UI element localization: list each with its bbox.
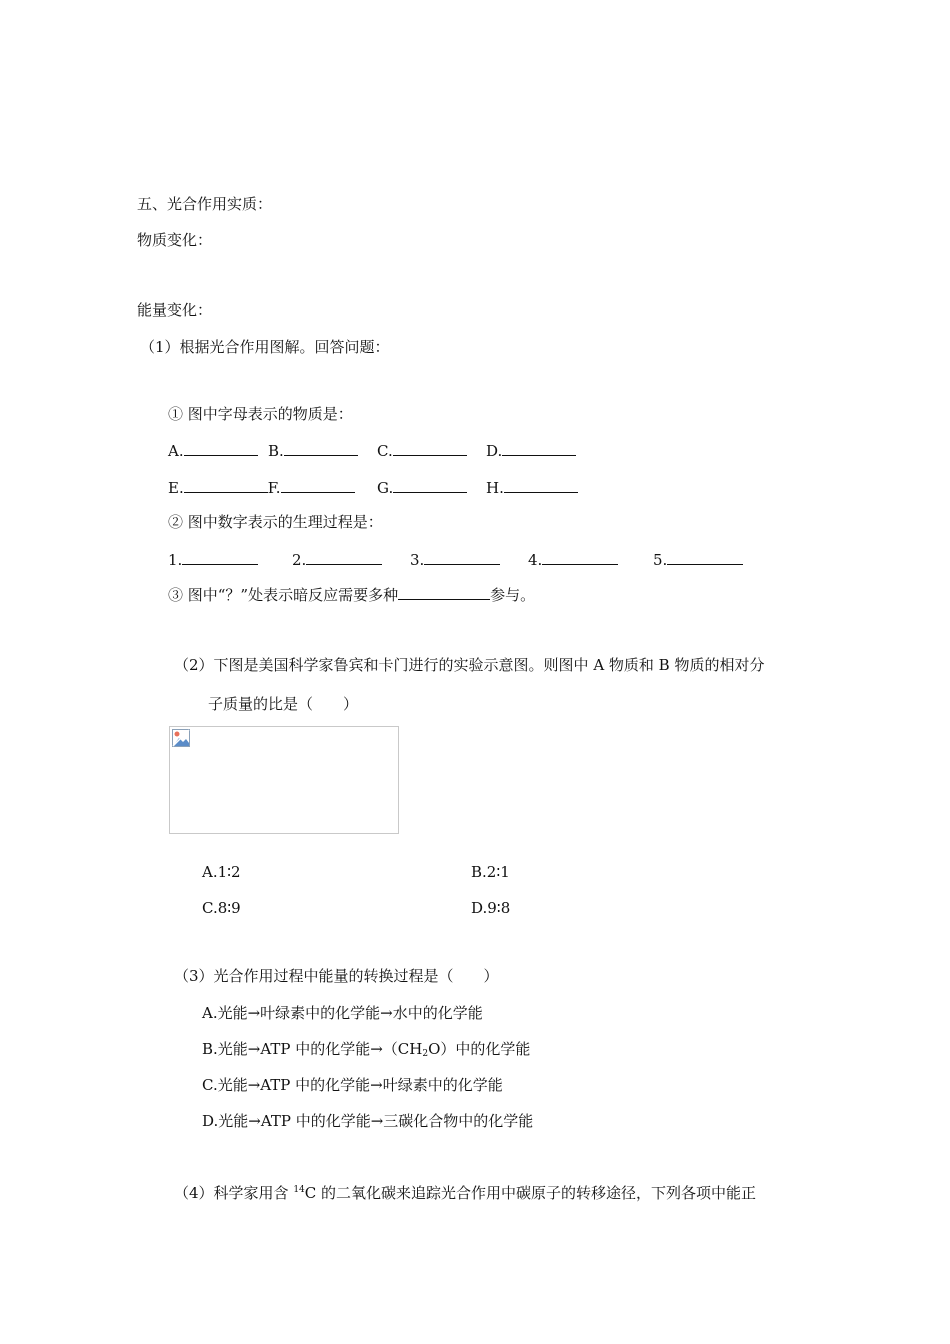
q2-stem-line2: 子质量的比是（ ） [208, 695, 359, 713]
q1-letters-row2 [168, 477, 504, 498]
q1-numbers-row [168, 549, 668, 570]
blank-label-b: B. [268, 442, 284, 460]
experiment-diagram-image [169, 726, 399, 834]
q1-letters-row1 [168, 440, 503, 461]
blank-label-3: 3. [410, 551, 425, 569]
q2-option-c[interactable]: C.8∶9 [202, 899, 241, 917]
q3-option-b-pre: B.光能→ATP 中的化学能→（CH [202, 1040, 423, 1058]
blank-label-a: A. [168, 442, 184, 460]
q2-stem-line1: （2）下图是美国科学家鲁宾和卡门进行的实验示意图。则图中 A 物质和 B 物质的相对分 [174, 656, 765, 674]
blank-label-2: 2. [292, 551, 307, 569]
q1-sub1: ① 图中字母表示的物质是： [168, 405, 353, 423]
answer-blank-enzymes[interactable] [398, 584, 490, 600]
q2-option-b[interactable]: B.2∶1 [471, 863, 510, 881]
broken-image-icon [172, 729, 190, 747]
q3-stem: （3）光合作用过程中能量的转换过程是（ ） [174, 967, 499, 985]
answer-blank-1[interactable] [182, 549, 258, 565]
q1-stem: （1）根据光合作用图解。回答问题： [140, 338, 390, 356]
answer-blank-e[interactable] [184, 477, 268, 493]
answer-blank-g[interactable] [393, 477, 467, 493]
blank-label-c: C. [377, 442, 393, 460]
section-title: 五、光合作用实质： [137, 195, 273, 213]
energy-change-label: 能量变化： [137, 301, 213, 319]
answer-blank-b[interactable] [284, 440, 358, 456]
q4-stem-pre: （4）科学家用含 [174, 1184, 289, 1202]
q4-isotope-superscript: 14 [293, 1185, 305, 1195]
q1-sub3-text-before: ③ 图中“？”处表示暗反应需要多种 [168, 586, 399, 604]
answer-blank-5[interactable] [667, 549, 743, 565]
answer-blank-4[interactable] [542, 549, 618, 565]
blank-label-1: 1. [168, 551, 183, 569]
material-change-label: 物质变化： [137, 231, 213, 249]
blank-label-h: H. [486, 479, 504, 497]
answer-blank-3[interactable] [424, 549, 500, 565]
blank-label-e: E. [168, 479, 184, 497]
q3-option-a[interactable]: A.光能→叶绿素中的化学能→水中的化学能 [202, 1004, 483, 1022]
answer-blank-a[interactable] [184, 440, 258, 456]
q1-sub2: ② 图中数字表示的生理过程是： [168, 513, 383, 531]
q1-sub3-text-after: 参与。 [490, 586, 536, 604]
q4-stem-post: C 的二氧化碳来追踪光合作用中碳原子的转移途径，下列各项中能正 [304, 1184, 757, 1202]
q3-option-b-post: O）中的化学能 [428, 1040, 531, 1058]
q1-sub3 [168, 584, 535, 605]
q2-option-a[interactable]: A.1∶2 [202, 863, 241, 881]
blank-label-f: F. [267, 479, 281, 497]
blank-label-d: D. [486, 442, 503, 460]
q3-option-c[interactable]: C.光能→ATP 中的化学能→叶绿素中的化学能 [202, 1076, 503, 1094]
q3-option-d[interactable]: D.光能→ATP 中的化学能→三碳化合物中的化学能 [202, 1112, 534, 1130]
answer-blank-f[interactable] [281, 477, 355, 493]
blank-label-5: 5. [653, 551, 668, 569]
q4-stem [174, 1183, 756, 1203]
q3-option-b[interactable] [202, 1039, 530, 1059]
blank-label-g: G. [377, 479, 394, 497]
q3-option-b-subscript: 2 [422, 1049, 429, 1059]
blank-label-4: 4. [528, 551, 543, 569]
q2-option-d[interactable]: D.9∶8 [471, 899, 511, 917]
answer-blank-c[interactable] [393, 440, 467, 456]
answer-blank-h[interactable] [504, 477, 578, 493]
answer-blank-d[interactable] [502, 440, 576, 456]
answer-blank-2[interactable] [306, 549, 382, 565]
